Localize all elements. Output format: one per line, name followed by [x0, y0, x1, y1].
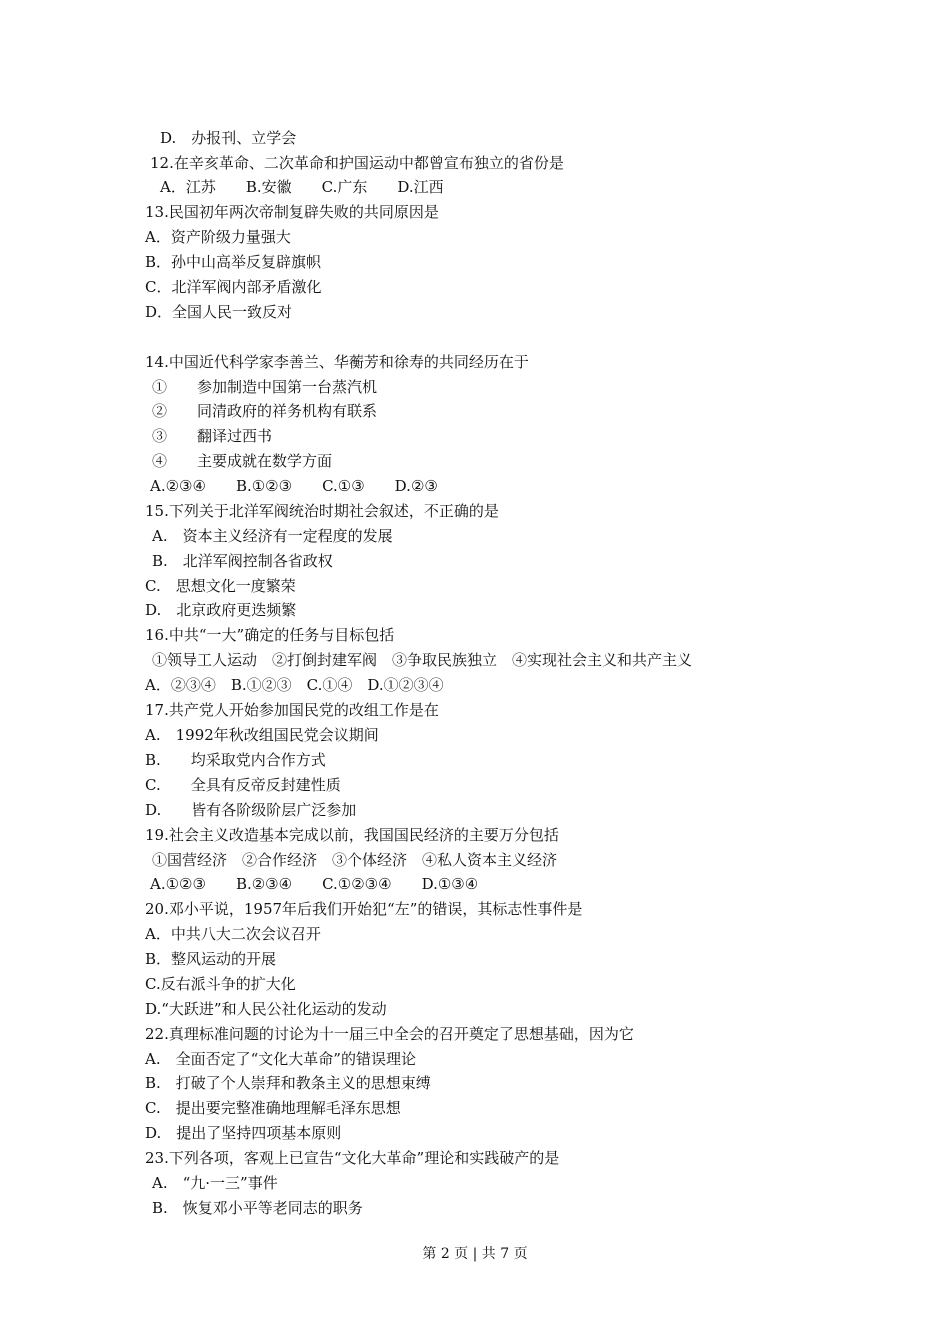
text-line: A. 1992年秋改组国民党会议期间 — [145, 726, 379, 744]
text-line: 12.在辛亥革命、二次革命和护国运动中都曾宣布独立的省份是 — [150, 154, 564, 172]
text-line: B．孙中山高举反复辟旗帜 — [145, 253, 322, 271]
text-line: B. 均采取党内合作方式 — [145, 751, 326, 769]
text-line: B. 打破了个人崇拜和教条主义的思想束缚 — [145, 1074, 431, 1092]
text-line: C. 全具有反帝反封建性质 — [145, 776, 341, 794]
text-line: 20.邓小平说，1957年后我们开始犯“左”的错误，其标志性事件是 — [145, 900, 583, 918]
text-line: ① 参加制造中国第一台蒸汽机 — [152, 378, 378, 396]
text-line: A.②③④ B.①②③ C.①③ D.②③ — [150, 477, 438, 495]
text-line: ④ 主要成就在数学方面 — [152, 452, 333, 470]
text-line: C. 思想文化一度繁荣 — [145, 577, 296, 595]
text-line: ③ 翻译过西书 — [152, 427, 273, 445]
text-line: 19.社会主义改造基本完成以前，我国国民经济的主要万分包括 — [145, 826, 559, 844]
text-line: A．资产阶级力量强大 — [145, 228, 291, 246]
text-line: 22.真理标准问题的讨论为十一届三中全会的召开奠定了思想基础，因为它 — [145, 1025, 634, 1043]
text-line: A.①②③ B.②③④ C.①②③④ D.①③④ — [150, 875, 479, 893]
page-footer: 第 2 页 | 共 7 页 — [422, 1246, 528, 1262]
text-line: D．全国人民一致反对 — [145, 303, 293, 321]
text-line: ①领导工人运动 ②打倒封建军阀 ③争取民族独立 ④实现社会主义和共产主义 — [152, 651, 693, 669]
text-line: 13.民国初年两次帝制复辟失败的共同原因是 — [145, 203, 439, 221]
text-line: C.反右派斗争的扩大化 — [145, 975, 296, 993]
text-line: A. 全面否定了“文化大革命”的错误理论 — [145, 1050, 416, 1068]
text-line: B. 恢复邓小平等老同志的职务 — [152, 1199, 363, 1217]
text-line: 14.中国近代科学家李善兰、华蘅芳和徐寿的共同经历在于 — [145, 353, 529, 371]
text-line: C．北洋军阀内部矛盾激化 — [145, 278, 322, 296]
text-line: A．②③④ B.①②③ C.①④ D.①②③④ — [145, 676, 444, 694]
text-line: D. 皆有各阶级阶层广泛参加 — [145, 801, 357, 819]
text-line: D. 北京政府更迭频繁 — [145, 601, 297, 619]
text-line: 15.下列关于北洋军阀统治时期社会叙述，不正确的是 — [145, 502, 499, 520]
text-line: ①国营经济 ②合作经济 ③个体经济 ④私人资本主义经济 — [152, 851, 558, 869]
text-line: B. 北洋军阀控制各省政权 — [152, 552, 333, 570]
text-line: D. 办报刊、立学会 — [160, 129, 297, 147]
text-line: 16.中共“一大”确定的任务与目标包括 — [145, 626, 395, 644]
text-line: D.“大跃进”和人民公社化运动的发动 — [145, 1000, 387, 1018]
text-line: D. 提出了坚持四项基本原则 — [145, 1124, 342, 1142]
text-line: A. “九·一三”事件 — [152, 1174, 278, 1192]
text-line: B．整风运动的开展 — [145, 950, 277, 968]
text-line: C. 提出要完整准确地理解毛泽东思想 — [145, 1099, 401, 1117]
text-line: A. 资本主义经济有一定程度的发展 — [152, 527, 393, 545]
text-line: A．江苏 B.安徽 C.广东 D.江西 — [160, 178, 444, 196]
text-line: 17.共产党人开始参加国民党的改组工作是在 — [145, 701, 439, 719]
text-line: A．中共八大二次会议召开 — [145, 925, 321, 943]
text-line: ② 同清政府的祥务机构有联系 — [152, 402, 378, 420]
text-line: 23.下列各项，客观上已宣告“文化大革命”理论和实践破产的是 — [145, 1149, 560, 1167]
